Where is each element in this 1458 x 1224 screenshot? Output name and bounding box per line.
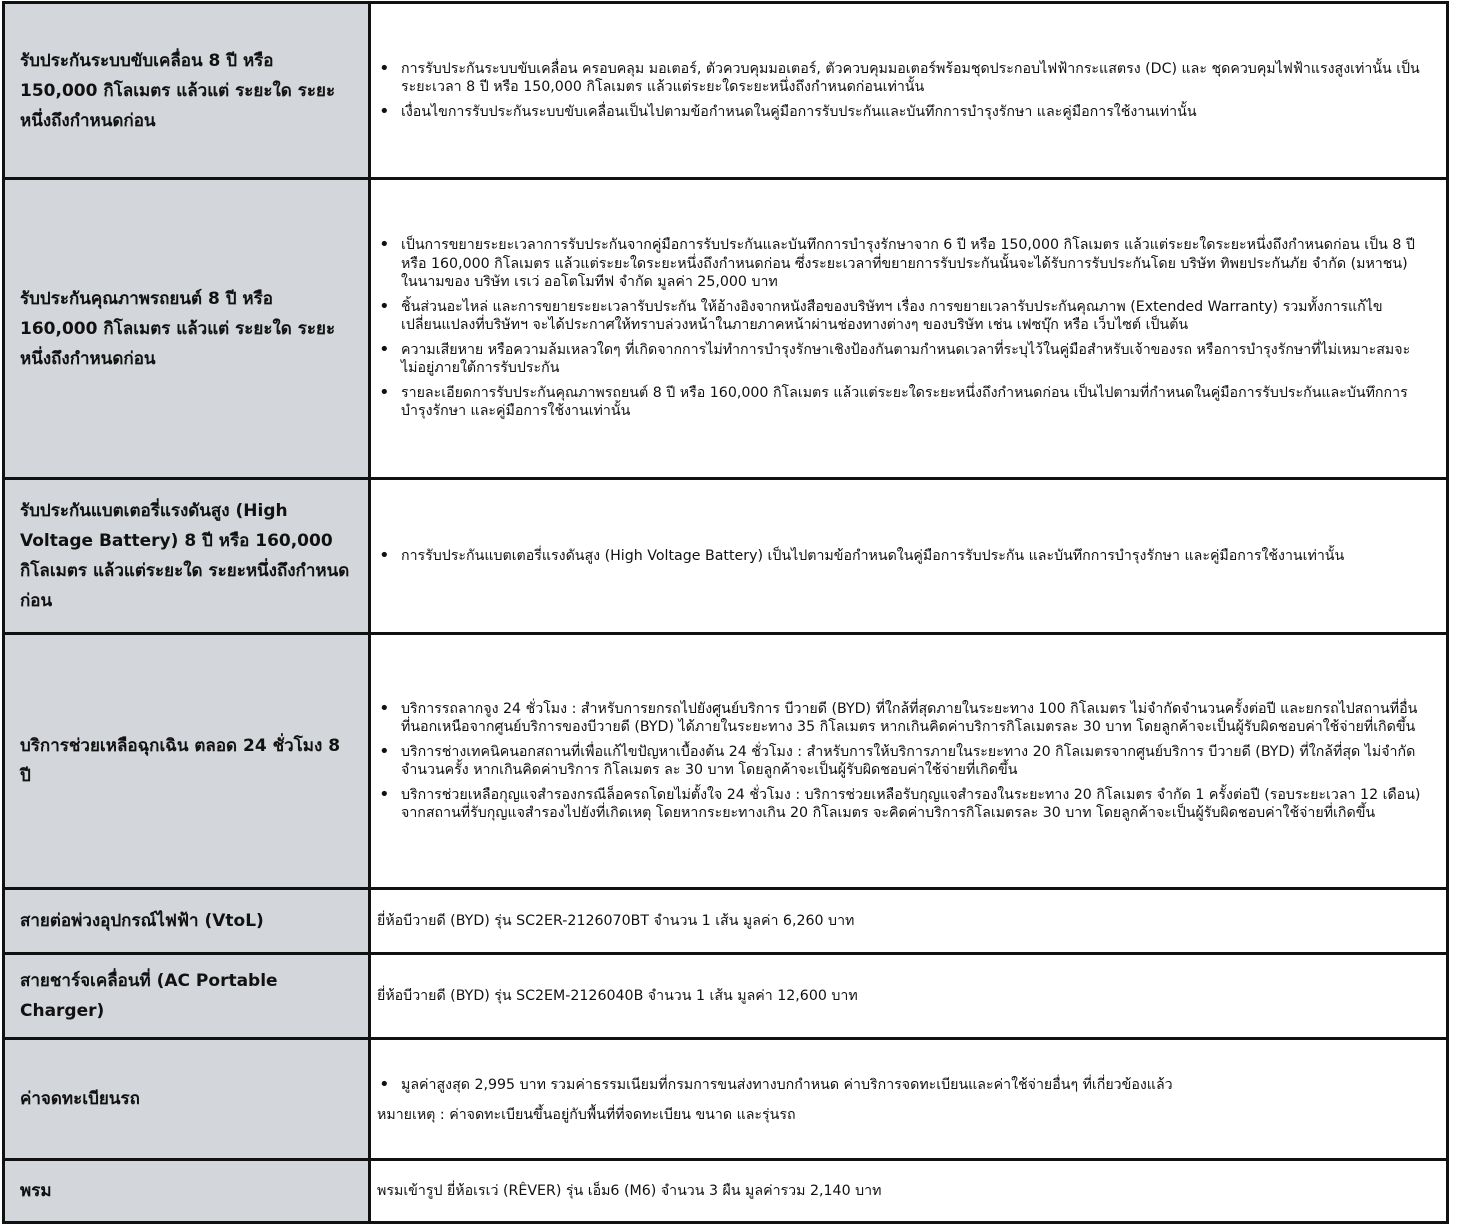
detail-text: ยี่ห้อบีวายดี (BYD) รุ่น SC2ER-2126070BT จำนวน 1 เส้น มูลค่า 6,260 บาท — [377, 912, 855, 929]
row-label: รับประกันระบบขับเคลื่อน 8 ปี หรือ 150,000 กิโลเมตร แล้วแต่ ระยะใด ระยะหนึ่งถึงกำหนดก่อน — [4, 3, 370, 179]
bullet-item: • การรับประกันระบบขับเคลื่อน ครอบคลุม มอเตอร์, ตัวควบคุมมอเตอร์, ตัวควบคุมมอเตอร์พร้อมชุดประกอบไฟฟ้ากระแสตรง (DC) และ ชุดควบคุมไฟฟ้าแรงสูงเท่านั้น เป็นระยะเวลา 8 ปี หรือ 150,000 กิโลเมตร แล้วแต่ระยะใดระยะหนึ่งถึงกำหนดก่อนเท่านั้น — [377, 60, 1426, 97]
bullet-item: • เป็นการขยายระยะเวลาการรับประกันจากคู่มือการรับประกันและบันทึกการบำรุงรักษาจาก 6 ปี หรือ 150,000 กิโลเมตร แล้วแต่ระยะใดระยะหนึ่งถึงกำหนดก่อน เป็น 8 ปี หรือ 160,000 กิโลเมตร แล้วแต่ระยะใดระยะหนึ่งถึงกำหนดก่อน ซึ่งระยะเวลาที่ขยายการรับประกันนั้นจะได้รับการรับประกันโดย บริษัท ทิพยประกันภัย จำกัด (มหาชน) ในนามของ บริษัท เรเว่ ออโตโมทีฟ จำกัด มูลค่า 25,000 บาท — [377, 236, 1426, 292]
bullet-item: • บริการช่างเทคนิคนอกสถานที่เพื่อแก้ไขปัญหาเบื้องต้น 24 ชั่วโมง : สำหรับการให้บริการภายในระยะทาง 20 กิโลเมตรจากศูนย์บริการ บีวายดี (BYD) ที่ใกล้ที่สุด ไม่จำกัดจำนวนครั้ง หากเกินคิดค่าบริการ กิโลเมตร ละ 30 บาท โดยลูกค้าจะเป็นผู้รับผิดชอบค่าใช้จ่ายที่เกิดขึ้น — [377, 743, 1426, 780]
row-detail — [370, 954, 1448, 1039]
bullet-item: • ความเสียหาย หรือความล้มเหลวใดๆ ที่เกิดจากการไม่ทำการบำรุงรักษาเชิงป้องกันตามกำหนดเวลาที่ระบุไว้ในคู่มือสำหรับเจ้าของรถ หรือการบำรุงรักษาที่ไม่เหมาะสมจะไม่อยู่ภายใต้การรับประกัน — [377, 341, 1426, 378]
row-detail — [370, 1039, 1448, 1160]
row-detail — [370, 179, 1448, 479]
table-row-portable-charger — [4, 954, 1448, 1039]
bullet-list — [377, 700, 1426, 823]
detail-text: พรมเข้ารูป ยี่ห้อเรเว่ (RÊVER) รุ่น เอ็ม6 (M6) จำนวน 3 ผืน มูลค่ารวม 2,140 บาท — [377, 1182, 882, 1199]
table-row-vtol-cable — [4, 889, 1448, 954]
note-text: หมายเหตุ : ค่าจดทะเบียนขึ้นอยู่กับพื้นที่ที่จดทะเบียน ขนาด และรุ่นรถ — [377, 1107, 796, 1123]
bullet-item: • รายละเอียดการรับประกันคุณภาพรถยนต์ 8 ปี หรือ 160,000 กิโลเมตร แล้วแต่ระยะใดระยะหนึ่งถึงกำหนดก่อน เป็นไปตามที่กำหนดในคู่มือการรับประกันและบันทึกการบำรุงรักษา และคู่มือการใช้งานเท่านั้น — [377, 384, 1426, 421]
bullet-item: • บริการรถลากจูง 24 ชั่วโมง : สำหรับการยกรถไปยังศูนย์บริการ บีวายดี (BYD) ที่ใกล้ที่สุดภายในระยะทาง 100 กิโลเมตร ไม่จำกัดจำนวนครั้งต่อปี และยกรถไปสถานที่อื่นที่นอกเหนือจากศูนย์บริการของบีวายดี (BYD) ได้ภายในระยะทาง 35 กิโลเมตร หากเกินคิดค่าบริการกิโลเมตรละ 30 บาท โดยลูกค้าจะเป็นผู้รับผิดชอบค่าใช้จ่ายที่เกิดขึ้น — [377, 700, 1426, 737]
bullet-list — [377, 547, 1426, 566]
table-row-drivetrain-warranty — [4, 3, 1448, 179]
row-label: สายต่อพ่วงอุปกรณ์ไฟฟ้า (VtoL) — [4, 889, 370, 954]
row-detail — [370, 3, 1448, 179]
row-detail — [370, 479, 1448, 634]
row-label: พรม — [4, 1160, 370, 1223]
bullet-item: • บริการช่วยเหลือกุญแจสำรองกรณีล็อครถโดยไม่ตั้งใจ 24 ชั่วโมง : บริการช่วยเหลือรับกุญแจสำรองในระยะทาง 20 กิโลเมตร จำกัด 1 ครั้งต่อปี (รอบระยะเวลา 12 เดือน) จากสถานที่รับกุญแจสำรองไปยังที่เกิดเหตุ โดยหากระยะทางเกิน 20 กิโลเมตร จะคิดค่าบริการกิโลเมตรละ 30 บาท โดยลูกค้าจะเป็นผู้รับผิดชอบค่าใช้จ่ายที่เกิดขึ้น — [377, 786, 1426, 823]
bullet-item: • เงื่อนไขการรับประกันระบบขับเคลื่อนเป็นไปตามข้อกำหนดในคู่มือการรับประกันและบันทึกการบำรุงรักษา และคู่มือการใช้งานเท่านั้น — [377, 103, 1426, 122]
bullet-list — [377, 236, 1426, 421]
row-label: สายชาร์จเคลื่อนที่ (AC Portable Charger) — [4, 954, 370, 1039]
bullet-item: • มูลค่าสูงสุด 2,995 บาท รวมค่าธรรมเนียมที่กรมการขนส่งทางบกกำหนด ค่าบริการจดทะเบียนและค่าใช้จ่ายอื่นๆ ที่เกี่ยวข้องแล้ว — [377, 1076, 1426, 1095]
bullet-list — [377, 60, 1426, 122]
bullet-list — [377, 1076, 1426, 1095]
table-row-registration-fee — [4, 1039, 1448, 1160]
table-row-emergency-assistance — [4, 634, 1448, 889]
benefits-table — [2, 1, 1449, 1224]
row-label: รับประกันแบตเตอรี่แรงดันสูง (High Voltage Battery) 8 ปี หรือ 160,000 กิโลเมตร แล้วแต่ระยะใด ระยะหนึ่งถึงกำหนดก่อน — [4, 479, 370, 634]
detail-text: ยี่ห้อบีวายดี (BYD) รุ่น SC2EM-2126040B จำนวน 1 เส้น มูลค่า 12,600 บาท — [377, 987, 858, 1004]
row-detail — [370, 634, 1448, 889]
bullet-item: • ชิ้นส่วนอะไหล่ และการขยายระยะเวลารับประกัน ให้อ้างอิงจากหนังสือของบริษัทฯ เรื่อง การขยายเวลารับประกันคุณภาพ (Extended Warranty) รวมทั้งการแก้ไขเปลี่ยนแปลงที่บริษัทฯ จะได้ประกาศให้ทราบล่วงหน้าในภายภาคหน้าผ่านช่องทางต่างๆ ของบริษัท เช่น เฟซบุ๊ก หรือ เว็บไซต์ เป็นต้น — [377, 298, 1426, 335]
table-row-floor-mat — [4, 1160, 1448, 1223]
row-label: ค่าจดทะเบียนรถ — [4, 1039, 370, 1160]
bullet-item: • การรับประกันแบตเตอรี่แรงดันสูง (High Voltage Battery) เป็นไปตามข้อกำหนดในคู่มือการรับประกัน และบันทึกการบำรุงรักษา และคู่มือการใช้งานเท่านั้น — [377, 547, 1426, 566]
row-label: บริการช่วยเหลือฉุกเฉิน ตลอด 24 ชั่วโมง 8 ปี — [4, 634, 370, 889]
table-row-battery-warranty — [4, 479, 1448, 634]
row-detail — [370, 889, 1448, 954]
row-detail — [370, 1160, 1448, 1223]
table-row-vehicle-quality-warranty — [4, 179, 1448, 479]
row-label: รับประกันคุณภาพรถยนต์ 8 ปี หรือ 160,000 กิโลเมตร แล้วแต่ ระยะใด ระยะหนึ่งถึงกำหนดก่อน — [4, 179, 370, 479]
